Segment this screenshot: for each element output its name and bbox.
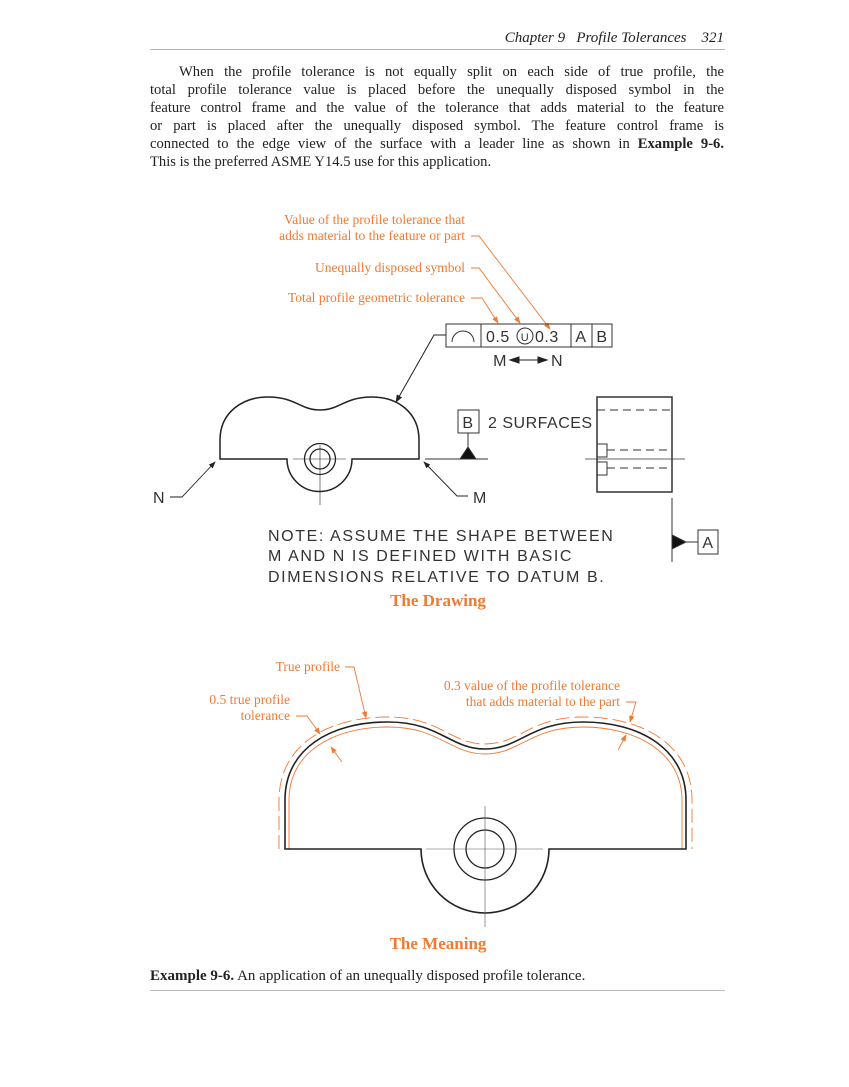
callout-value-line1: Value of the profile tolerance that: [283, 212, 465, 227]
tol05-label-line2: tolerance: [240, 708, 290, 723]
leader-tol03-inner: [618, 735, 626, 750]
profile-surface-icon: [452, 331, 474, 342]
meaning-view: [279, 717, 692, 927]
paragraph-line: or part is placed after the unequally disposed symbol. The feature control frame is: [150, 118, 724, 135]
between-arrow: [510, 357, 547, 363]
figure-caption: [150, 968, 585, 985]
tol05-label-line1: 0.5 true profile: [209, 692, 290, 707]
leader-true-profile: [345, 667, 366, 718]
fcf-tolerance-added: 0.3: [535, 329, 559, 346]
section-label: Profile Tolerances: [576, 30, 687, 46]
callout-unequal: Unequally disposed symbol: [315, 260, 465, 275]
drawing-callouts: [279, 212, 550, 329]
leader-unequal: [471, 268, 520, 323]
point-n-label: N: [153, 490, 166, 507]
fcf-datum-a: A: [575, 329, 587, 346]
caption-label: Example 9-6.: [150, 968, 235, 984]
caption-rule: [150, 990, 725, 991]
note-line: NOTE: ASSUME THE SHAPE BETWEEN: [268, 528, 615, 545]
page-number: 321: [701, 30, 724, 46]
note-line: DIMENSIONS RELATIVE TO DATUM B.: [268, 569, 606, 586]
paragraph-text: connected to the edge view of the surface with a leader line as shown in: [150, 136, 638, 153]
chapter-label: Chapter 9: [504, 30, 566, 46]
between-to: N: [550, 353, 564, 370]
between-from: M: [493, 353, 507, 370]
callout-total: Total profile geometric tolerance: [287, 290, 465, 305]
datum-a-letter: A: [702, 535, 714, 552]
point-m-label: M: [473, 490, 487, 507]
leader-total: [471, 298, 498, 323]
leader-value: [471, 236, 550, 329]
drawing-title: The Drawing: [390, 591, 486, 610]
fcf-modifier-u: U: [520, 332, 530, 344]
callout-value-line2: adds material to the feature or part: [279, 228, 465, 243]
leader-tol05-inner: [331, 747, 342, 762]
leader-tol05-outer: [296, 716, 320, 734]
tol03-label-line2: that adds material to the part: [465, 694, 620, 709]
leader-n: [170, 462, 215, 497]
fcf-leader: [396, 335, 446, 402]
tol03-label-line1: 0.3 value of the profile tolerance: [443, 678, 620, 693]
inner-tolerance-boundary: [289, 727, 682, 849]
part-front-view: [220, 397, 419, 505]
datum-b-letter: B: [462, 415, 474, 432]
paragraph-line: This is the preferred ASME Y14.5 use for this application.: [150, 154, 492, 171]
datum-b-note: 2 SURFACES: [488, 415, 593, 432]
paragraph-line: total profile tolerance value is placed before the unequally disposed symbol in the: [150, 82, 724, 99]
paragraph-line: When the profile tolerance is not equally split on each side of true profile, the: [179, 64, 724, 80]
example-reference: Example 9-6.: [637, 136, 725, 153]
true-profile-label: True profile: [275, 659, 340, 674]
outer-tolerance-boundary: [279, 717, 692, 849]
leader-tol03-outer: [626, 702, 636, 722]
paragraph-line: feature control frame and the value of the tolerance that adds material to the feature: [150, 100, 724, 117]
fcf-datum-b: B: [596, 329, 608, 346]
datum-b-feature: [425, 410, 488, 459]
note-line: M AND N IS DEFINED WITH BASIC: [268, 548, 574, 565]
leader-m: [424, 462, 468, 496]
fcf-tolerance-total: 0.5: [486, 329, 510, 346]
meaning-title: The Meaning: [389, 934, 487, 953]
caption-text: An application of an unequally disposed profile tolerance.: [234, 968, 586, 984]
